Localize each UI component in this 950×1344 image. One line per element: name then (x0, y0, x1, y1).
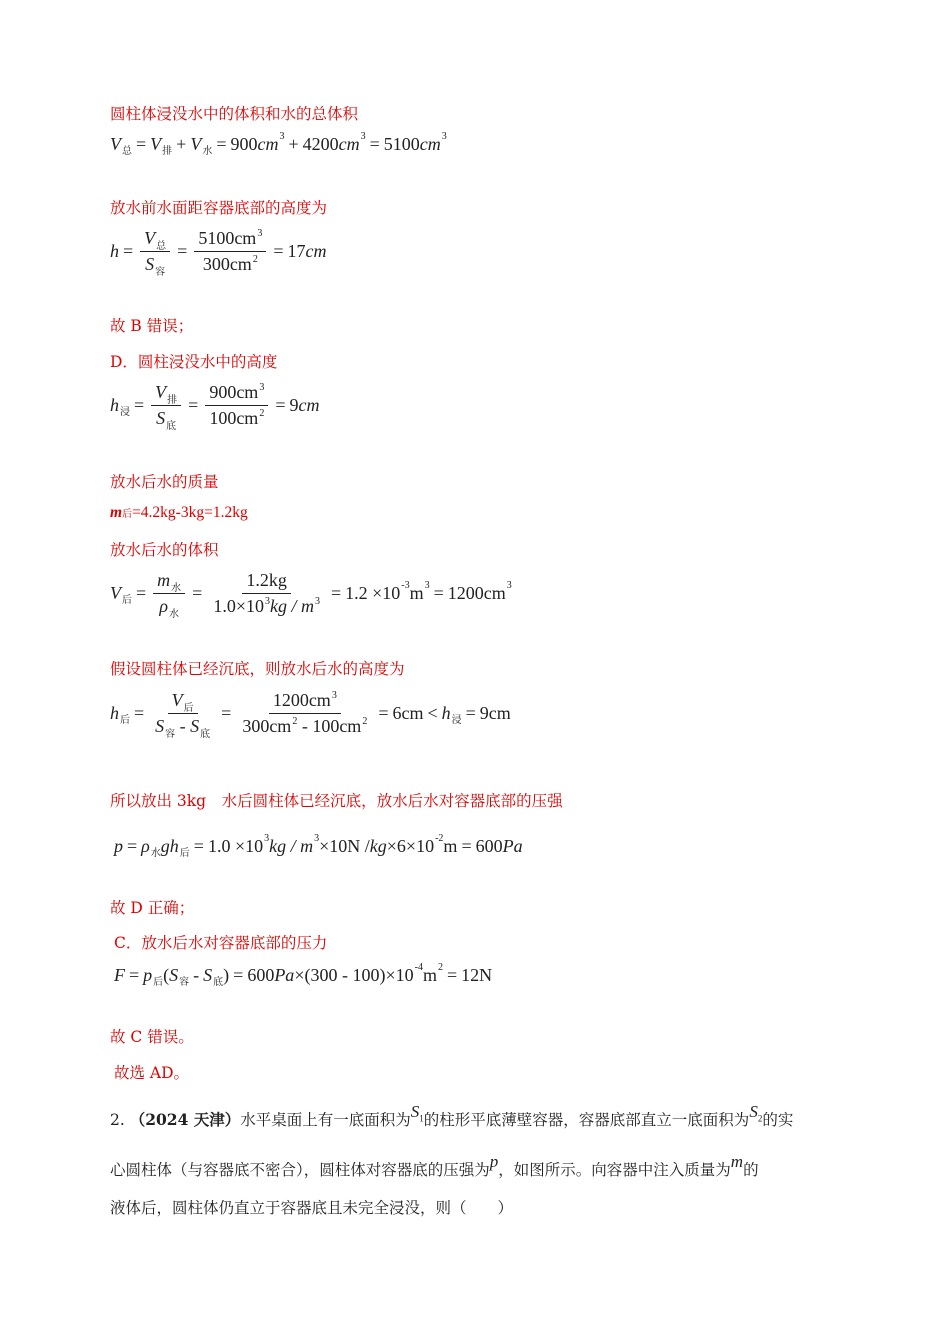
text-line-assume-sunk: 假设圆柱体已经沉底，则放水后水的高度为 (110, 660, 405, 678)
text-line-mass-calc: m后=4.2kg-3kg=1.2kg (110, 504, 248, 521)
formula-total-volume: V 总 = V 排 + V 水 = 900 cm 3 + 4200 cm 3 = 5100 cm 3 (110, 131, 447, 157)
question-source: （2024 天津） (129, 1110, 241, 1129)
text-line-d-correct: 故 D 正确； (110, 899, 195, 917)
formula-height-after: h 后 = $\frac{V_后}{S_容 - S_底}$ = $\frac{1200cm^3}{300cm^2 - 100cm^2}$ = 6cm < h 浸 = 9cm (110, 690, 511, 740)
text-line-b-wrong: 故 B 错误； (110, 317, 194, 335)
formula-height-before: h = $\frac{V_总}{S_容}$ = $\frac{5100cm^3}{300cm^2}$ = 17 cm (110, 228, 327, 278)
question-line-3: 液体后，圆柱体仍直立于容器底且未完全浸没，则（ ） (110, 1199, 514, 1217)
question-number: 2. (110, 1111, 125, 1129)
text-line-mass-after: 放水后水的质量 (110, 473, 219, 491)
formula-volume-after: V 后 = $\frac{m_水}{\rho_水}$ = $\frac{1.2kg}{1.0\times 10^3kg / m^3}$ = 1.2 ×10 -3 m 3 = 1200cm 3 (110, 570, 512, 620)
text-line-c-wrong: 故 C 错误。 (110, 1028, 194, 1046)
formula-force: F = p 后 ( S 容 - S 底 ) = 600 Pa ×(300 - 100)×10 -4 m 2 = 12N (114, 962, 493, 988)
text-line-c-force: C．放水后水对容器底部的压力 (114, 934, 328, 952)
text-line-conclusion-sunk: 所以放出 3kg 水后圆柱体已经沉底，放水后水对容器底部的压强 (110, 792, 563, 810)
formula-pressure: p = ρ 水 gh 后 = 1.0 ×10 3 kg / m 3 ×10N / kg ×6×10 -2 m = 600 Pa (114, 833, 523, 859)
question-line-1: 2. （2024 天津）水平桌面上有一底面积为$S_1$的柱形平底薄壁容器，容器底部直立一底面积为$S_2$的实 (110, 1102, 794, 1129)
text-line-height-before: 放水前水面距容器底部的高度为 (110, 199, 328, 217)
formula-immersed-height: h 浸 = $\frac{V_排}{S_底}$ = $\frac{900cm^3}{100cm^2}$ = 9 cm (110, 382, 320, 432)
text-line-total-volume: 圆柱体浸没水中的体积和水的总体积 (110, 105, 359, 123)
text-line-answer: 故选 AD。 (114, 1064, 190, 1082)
question-line-2: 心圆柱体（与容器底不密合），圆柱体对容器底的压强为p，如图所示。向容器中注入质量为m的 (110, 1152, 759, 1179)
text-line-volume-after: 放水后水的体积 (110, 541, 219, 559)
text-line-d-height: D．圆柱浸没水中的高度 (110, 353, 278, 371)
